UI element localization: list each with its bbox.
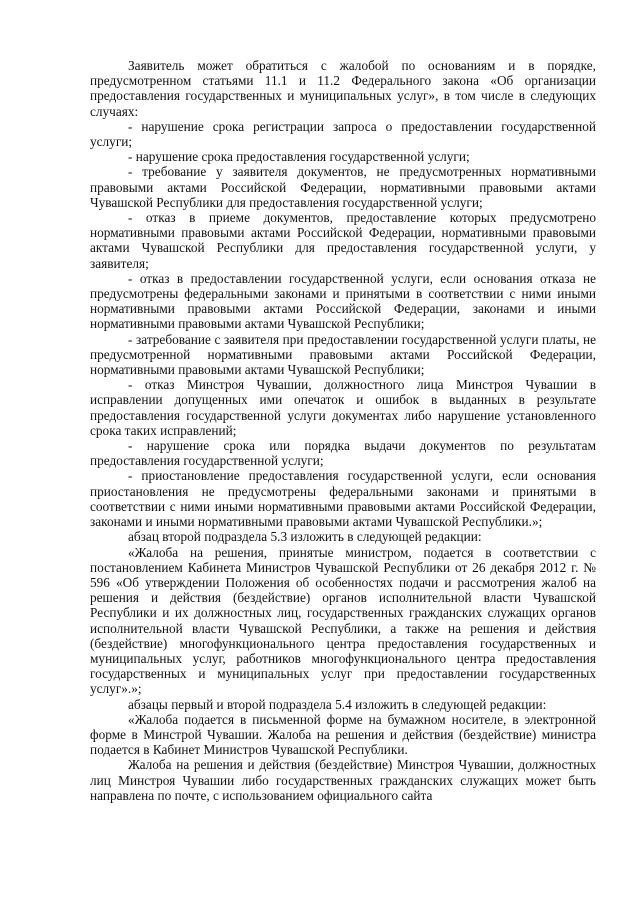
paragraph-amend-5-3: абзац второй подраздела 5.3 изложить в следующей редакции: — [128, 529, 482, 545]
paragraph-complaint-minister: «Жалоба на решения, принятые министром, подается в соответствии с постановлением Кабинета Министров Чувашской Республики от 26 декабря 2012 г. № 596 «Об утверждении Положения об особенностях подачи и рассмотрения жалоб на решения и действия (бездействие) органов исполнительной власти Чувашской Республики и их должностных лиц, государственных гражданских служащих органов исполнительной власти Чувашской Республики, а также на решения и действия (бездействие) многофункционального центра предоставления государственных и муниципальных услуг, работников многофункционального центра предоставления государственных и муниципальных услуг при предоставлении государственных услуг».»; — [90, 544, 596, 697]
list-item-fee-demand: - затребование с заявителя при предоставлении государственной услуги платы, не предусмотренной нормативными правовыми актами Российской Федерации, нормативными правовыми актами Чувашской Республики; — [90, 331, 596, 378]
paragraph-intro: Заявитель может обратиться с жалобой по основаниям и в порядке, предусмотренном статьями 11.1 и 11.2 Федерального закона «Об организации предоставления государственных и муниципальных услуг», в том числе в следующих случаях: — [90, 58, 596, 119]
list-item-registration: - нарушение срока регистрации запроса о предоставлении государственной услуги; — [90, 118, 596, 150]
document-page — [90, 58, 596, 803]
paragraph-complaint-form: «Жалоба подается в письменной форме на бумажном носителе, в электронной форме в Минстрой Чувашии. Жалоба на решения и действия (бездействие) министра подается в Кабинет Министров Чувашской Республики. — [90, 711, 596, 758]
list-item-issuance-violation: - нарушение срока или порядка выдачи документов по результатам предоставления государственной услуги; — [90, 438, 596, 469]
list-item-refusal-acceptance: - отказ в приеме документов, предоставление которых предусмотрено нормативными правовыми актами Российской Федерации, нормативными правовыми актами Чувашской Республики для предоставления государственной услуги, у заявителя; — [90, 210, 596, 271]
paragraph-amend-5-4: абзацы первый и второй подраздела 5.4 изложить в следующей редакции: — [128, 696, 547, 712]
list-item-refusal-correction: - отказ Минстроя Чувашии, должностного лица Минстроя Чувашии в исправлении допущенных ими опечаток и ошибок в выданных в результате предоставления государственной услуги документах либо нарушение установленного срока таких исправлений; — [90, 377, 596, 438]
paragraph-complaint-mail: Жалоба на решения и действия (бездействие) Минстроя Чувашии, должностных лиц Минстроя Чувашии либо государственных гражданских служащих может быть направлена по почте, с использованием официального сайта — [90, 757, 596, 803]
list-item-refusal-service: - отказ в предоставлении государственной услуги, если основания отказа не предусмотрены федеральными законами и принятыми в соответствии с ними иными нормативными правовыми актами Российской Федерации, законами и иными нормативными правовыми актами Чувашской Республики; — [90, 270, 596, 332]
list-item-deadline: - нарушение срока предоставления государственной услуги; — [128, 149, 470, 165]
list-item-documents-demand: - требование у заявителя документов, не предусмотренных нормативными правовыми актами Российской Федерации, нормативными правовыми актами Чувашской Республики для предоставления государственной услуги; — [90, 164, 596, 210]
list-item-suspension: - приостановление предоставления государственной услуги, если основания приостановления не предусмотрены федеральными законами и принятыми в соответствии с ними иными нормативными правовыми актами Российской Федерации, законами и иными нормативными правовыми актами Чувашской Республики.»; — [90, 468, 596, 530]
